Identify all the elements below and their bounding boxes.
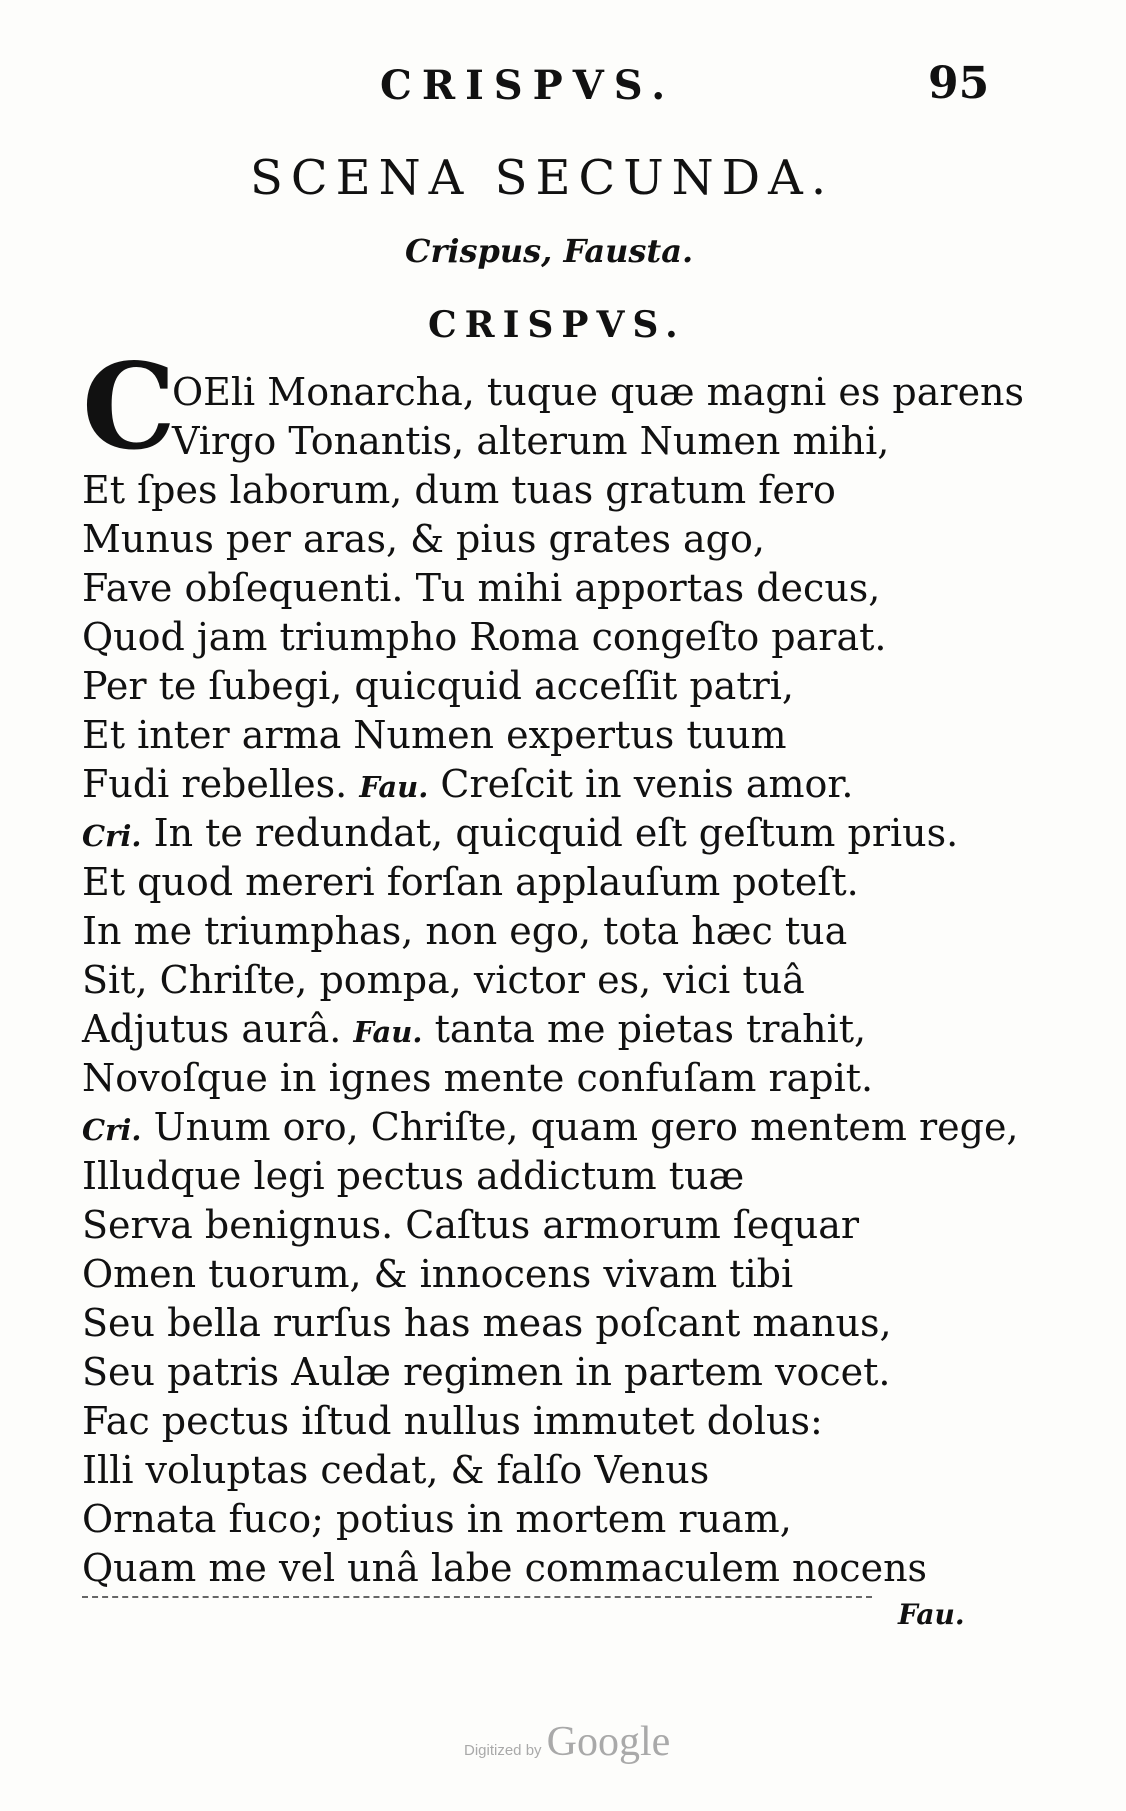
verse-text: In me triumphas, non ego, tota hæc tua — [82, 909, 848, 953]
verse-text: Fac pectus iſtud nullus immutet dolus: — [82, 1399, 823, 1443]
verse-line — [82, 1250, 1012, 1299]
verse-line — [82, 1152, 1012, 1201]
page-number: 95 — [928, 58, 990, 109]
verse-text: Serva benignus. Caſtus armorum ſequar — [82, 1203, 860, 1247]
speaker-label: Cri. — [82, 1113, 142, 1147]
verse-line — [82, 1348, 1012, 1397]
dramatis-personae: Crispus, Fausta. — [405, 232, 694, 270]
verse-line — [82, 1397, 1012, 1446]
verse-text: Et inter arma Numen expertus tuum — [82, 713, 787, 757]
verse-line — [82, 809, 1012, 858]
verse-text: Fave obſequenti. Tu mihi apportas decus, — [82, 566, 881, 610]
verse-block — [82, 368, 1025, 1593]
google-logo: Google — [546, 1719, 671, 1765]
verse-text: Illi voluptas cedat, & falſo Venus — [82, 1448, 710, 1492]
speaker-label: Fau. — [359, 770, 429, 804]
verse-text: Quod jam triumpho Roma congeſto parat. — [82, 615, 887, 659]
verse-line — [82, 368, 1025, 417]
verse-line — [82, 907, 1012, 956]
verse-text: Adjutus aurâ. — [82, 1007, 342, 1051]
verse-line — [82, 417, 1012, 466]
verse-text: Unum oro, Chriſte, quam gero mentem rege, — [153, 1105, 1019, 1149]
speaker-label: Fau. — [353, 1015, 423, 1049]
verse-line — [82, 956, 1012, 1005]
verse-text: Et quod mereri forſan applauſum poteſt. — [82, 860, 859, 904]
verse-line — [82, 466, 1012, 515]
speaker-heading: CRISPVS. — [428, 304, 686, 346]
verse-line — [82, 1299, 1012, 1348]
verse-line — [82, 711, 1012, 760]
bottom-rule — [82, 1596, 872, 1598]
verse-text: Et ſpes laborum, dum tuas gratum fero — [82, 468, 836, 512]
verse-text: Novoſque in ignes mente confuſam rapit. — [82, 1056, 874, 1100]
verse-line — [82, 858, 1012, 907]
verse-text: Seu bella rurſus has meas poſcant manus, — [82, 1301, 892, 1345]
verse-text: Per te ſubegi, quicquid acceſſit patri, — [82, 664, 794, 708]
verse-line — [82, 1495, 1012, 1544]
verse-text: Munus per aras, & pius grates ago, — [82, 517, 765, 561]
verse-text: OEli Monarcha, tuque quæ magni es parens — [172, 370, 1025, 414]
verse-text: Fudi rebelles. — [82, 762, 348, 806]
digitization-watermark — [464, 1718, 670, 1766]
verse-line — [82, 1103, 1019, 1152]
verse-text: Omen tuorum, & innocens vivam tibi — [82, 1252, 794, 1296]
speaker-label: Cri. — [82, 819, 142, 853]
verse-line — [82, 1005, 1012, 1054]
verse-line — [82, 515, 1012, 564]
verse-text: Virgo Tonantis, alterum Numen mihi, — [172, 419, 890, 463]
verse-line — [82, 1054, 1012, 1103]
verse-line — [82, 1544, 1012, 1593]
verse-text: Ornata fuco; potius in mortem ruam, — [82, 1497, 792, 1541]
running-title: CRISPVS. — [380, 62, 676, 109]
verse-line — [82, 1446, 1012, 1495]
verse-line — [82, 613, 1012, 662]
verse-text: Quam me vel unâ labe commaculem nocens — [82, 1546, 928, 1590]
verse-text: tanta me pietas trahit, — [434, 1007, 867, 1051]
drop-cap: C — [82, 337, 176, 476]
verse-line — [82, 1201, 1012, 1250]
verse-line — [82, 564, 1012, 613]
digitized-label: Digitized by — [464, 1742, 542, 1759]
verse-text: In te redundat, quicquid eſt geſtum prius. — [153, 811, 959, 855]
catchword: Fau. — [898, 1598, 965, 1631]
verse-text: Sit, Chriſte, pompa, victor es, vici tuâ — [82, 958, 805, 1002]
verse-text: Seu patris Aulæ regimen in partem vocet. — [82, 1350, 891, 1394]
verse-line — [82, 760, 1012, 809]
scene-title: SCENA SECUNDA. — [250, 150, 835, 206]
verse-line — [82, 662, 1012, 711]
verse-text: Illudque legi pectus addictum tuæ — [82, 1154, 745, 1198]
verse-text: Creſcit in venis amor. — [440, 762, 854, 806]
